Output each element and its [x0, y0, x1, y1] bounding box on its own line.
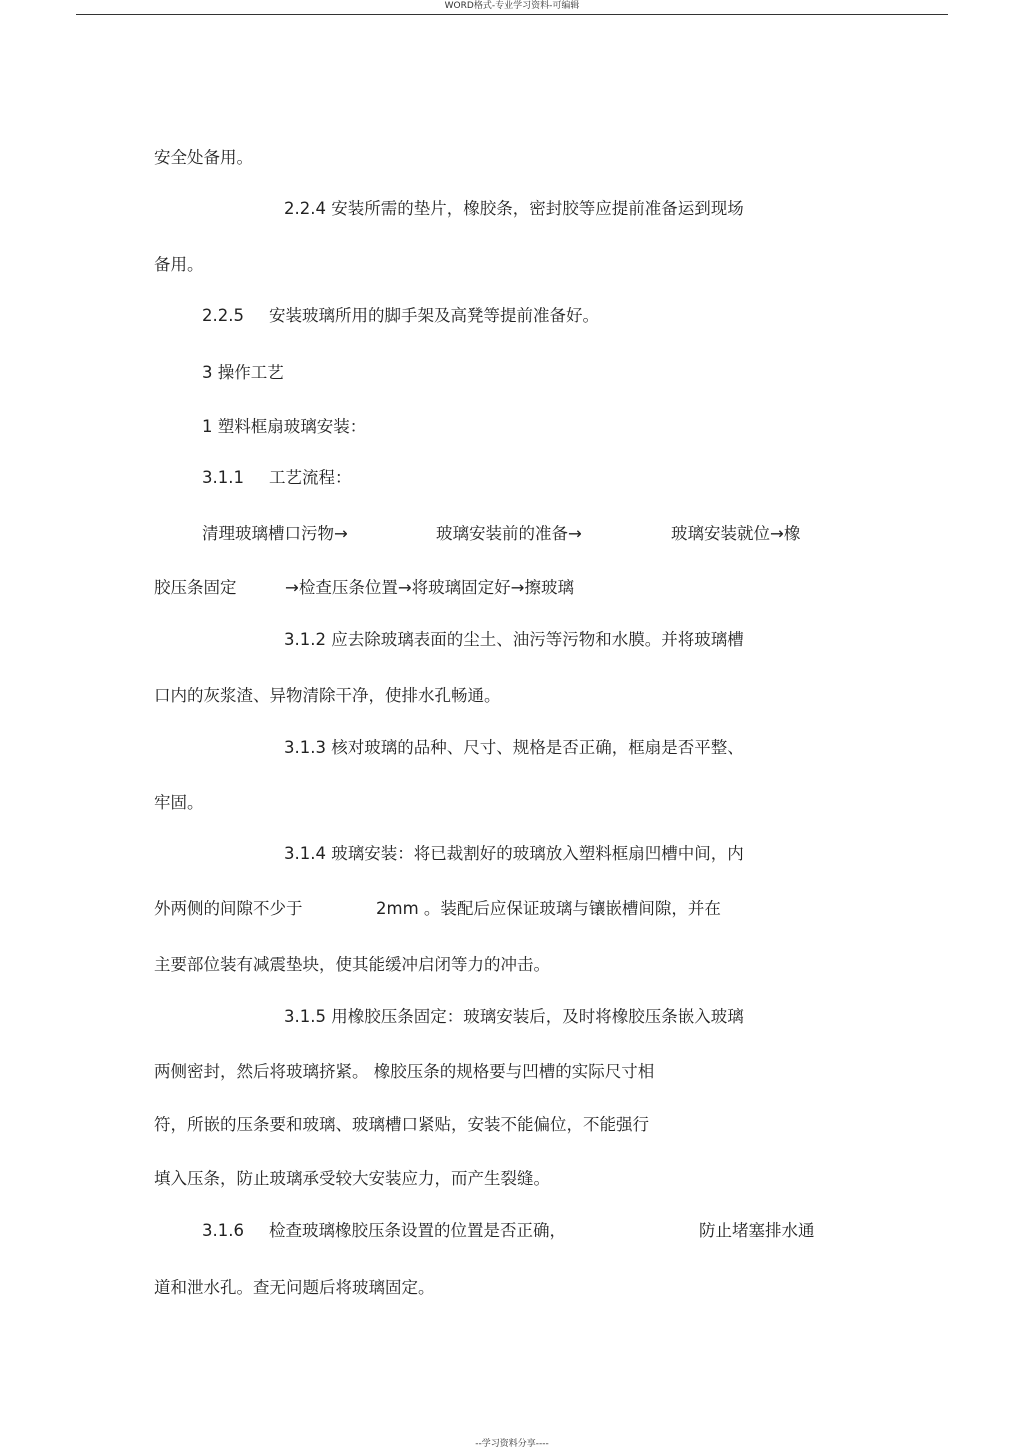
section-number: 3.1.6 [202, 1221, 244, 1240]
section-number: 2.2.5 [202, 306, 244, 325]
section-number: 3.1.1 [202, 468, 244, 487]
text-line: 备用。 [154, 255, 204, 274]
text-line: 道和泄水孔。查无问题后将玻璃固定。 [154, 1278, 435, 1297]
flow-step: 玻璃安装就位→橡 [671, 524, 801, 543]
text-line: 3.1.4 玻璃安装：将已裁割好的玻璃放入塑料框扇凹槽中间，内 [284, 844, 744, 863]
page-header: WORD格式-专业学习资料-可编辑 [76, 0, 948, 15]
text-line: 牢固。 [154, 793, 204, 812]
flow-step: 玻璃安装前的准备→ [436, 524, 582, 543]
section-heading: 1 塑料框扇玻璃安装： [202, 417, 367, 436]
text-line: 两侧密封，然后将玻璃挤紧。 橡胶压条的规格要与凹槽的实际尺寸相 [154, 1062, 655, 1081]
text-segment: 外两侧的间隙不少于 [154, 899, 303, 918]
flow-step: 清理玻璃槽口污物→ [202, 524, 348, 543]
text-line: 主要部位装有减震垫块，使其能缓冲启闭等力的冲击。 [154, 955, 550, 974]
flow-step: →检查压条位置→将玻璃固定好→擦玻璃 [285, 578, 574, 597]
text-line: 3.1.3 核对玻璃的品种、尺寸、规格是否正确，框扇是否平整、 [284, 738, 744, 757]
section-heading: 3 操作工艺 [202, 363, 284, 382]
flow-step: 胶压条固定 [154, 578, 237, 597]
text-line: 3.1.5 用橡胶压条固定：玻璃安装后，及时将橡胶压条嵌入玻璃 [284, 1007, 744, 1026]
text-segment: 防止堵塞排水通 [699, 1221, 815, 1240]
text-segment: 2mm 。装配后应保证玻璃与镶嵌槽间隙，并在 [376, 899, 721, 918]
text-line: 3.1.2 应去除玻璃表面的尘土、油污等污物和水膜。并将玻璃槽 [284, 630, 744, 649]
text-segment: 安装玻璃所用的脚手架及高凳等提前准备好。 [269, 306, 599, 325]
text-line: 填入压条，防止玻璃承受较大安装应力，而产生裂缝。 [154, 1169, 550, 1188]
text-segment: 检查玻璃橡胶压条设置的位置是否正确， [269, 1221, 566, 1240]
text-line: 符，所嵌的压条要和玻璃、玻璃槽口紧贴，安装不能偏位，不能强行 [154, 1115, 649, 1134]
text-line: 2.2.4 安装所需的垫片，橡胶条，密封胶等应提前准备运到现场 [284, 199, 744, 218]
text-line: 口内的灰浆渣、异物清除干净，使排水孔畅通。 [154, 686, 501, 705]
text-segment: 工艺流程： [269, 468, 352, 487]
text-line: 安全处备用。 [154, 148, 253, 167]
page-footer: --学习资料分享---- [475, 1439, 549, 1449]
